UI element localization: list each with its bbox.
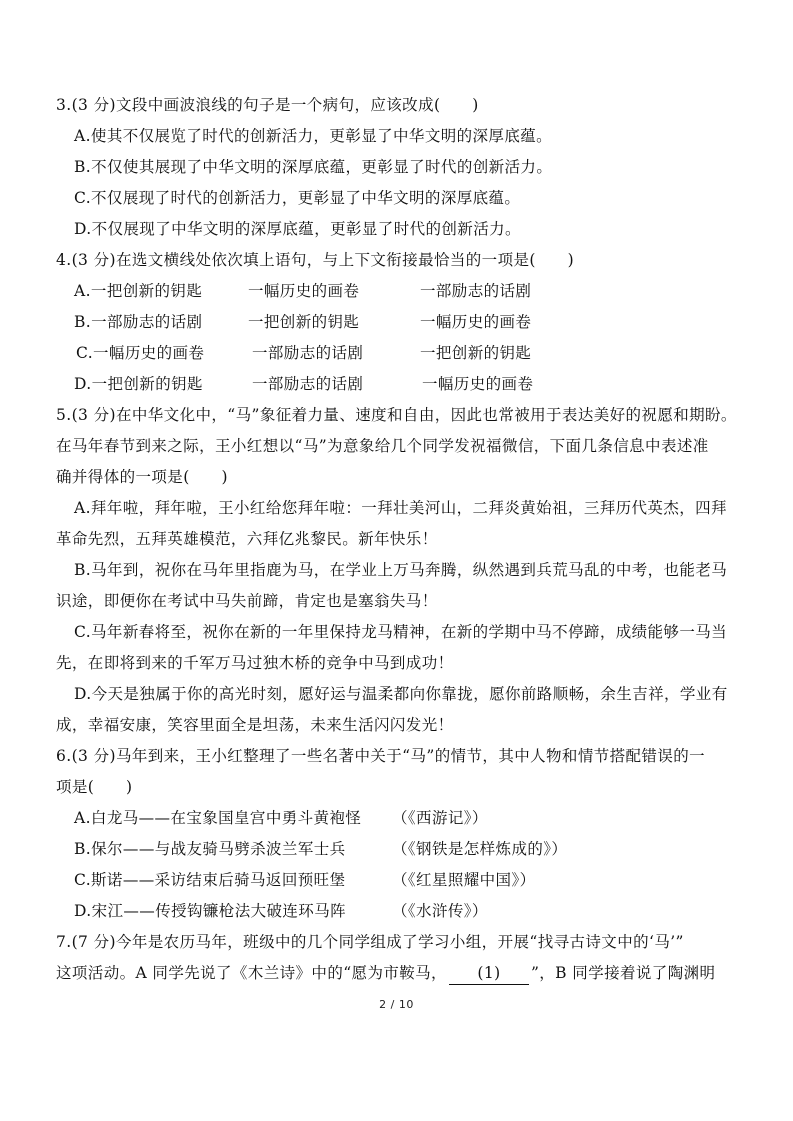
question-4-option-b [0,307,793,338]
option-a-book: （《西游记》） [392,809,488,827]
question-5-option-d-line-2: 成，幸福安康，笑容里面全是坦荡，未来生活闪闪发光！ [56,716,454,734]
question-5-option-a-line-2: 革命先烈，五拜英雄模范，六拜亿兆黎民。新年快乐！ [56,530,438,548]
question-7-line-1: 7.(7 分)今年是农历马年，班级中的几个同学组成了学习小组，开展“找寻古诗文中的‘马’” [56,933,684,951]
question-6-option-c [0,865,793,896]
option-b-part-1: B.一部励志的话剧 [74,313,203,331]
option-c-plot: C.斯诺——采访结束后骑马返回预旺堡 [74,871,346,889]
question-3-option-b: B.不仅使其展现了中华文明的深厚底蕴，更彰显了时代的创新活力。 [74,158,553,176]
option-a-plot: A.白龙马——在宝象国皇宫中勇斗黄袍怪 [74,809,362,827]
option-a-part-3: 一部励志的话剧 [420,282,532,300]
option-d-part-3: 一幅历史的画卷 [422,375,534,393]
question-6-stem-line-1: 6.(3 分)马年到来，王小红整理了一些名著中关于“马”的情节，其中人物和情节搭配错误的一 [56,747,706,765]
question-5-option-b-line-2: 识途，即便你在考试中马失前蹄，肯定也是塞翁失马！ [56,592,438,610]
question-4-stem: 4.(3 分)在选文横线处依次填上语句，与上下文衔接最恰当的一项是( ) [56,251,575,269]
question-5-option-a-line-1: A.拜年啦，拜年啦，王小红给您拜年啦：一拜壮美河山，二拜炎黄始祖，三拜历代英杰，四拜 [74,499,727,517]
option-c-book: （《红星照耀中国》） [392,871,536,889]
question-6-option-d [0,896,793,927]
question-7-line-2 [0,958,793,989]
option-b-part-3: 一幅历史的画卷 [420,313,532,331]
question-6-option-a [0,803,793,834]
page-number: 2 / 10 [379,998,414,1011]
option-d-plot: D.宋江——传授钩镰枪法大破连环马阵 [74,902,347,920]
option-b-book: （《钢铁是怎样炼成的》） [392,840,568,858]
question-5-option-c-line-1: C.马年新春将至，祝你在新的一年里保持龙马精神，在新的学期中马不停蹄，成绩能够一马当 [74,623,728,641]
question-5-stem-line-2: 在马年春节到来之际，王小红想以“马”为意象给几个同学发祝福微信，下面几条信息中表述准 [56,437,709,455]
question-3-option-a: A.使其不仅展览了时代的创新活力，更彰显了中华文明的深厚底蕴。 [74,127,553,145]
question-3-stem: 3.(3 分)文段中画波浪线的句子是一个病句，应该改成( ) [56,96,479,114]
question-5-stem-line-1: 5.(3 分)在中华文化中，“马”象征着力量、速度和自由，因此也常被用于表达美好的祝愿和期盼。 [56,406,737,424]
option-d-book: （《水浒传》） [392,902,488,920]
option-d-part-1: D.一把创新的钥匙 [74,375,203,393]
option-c-part-2: 一部励志的话剧 [252,344,364,362]
question-7-blank-1[interactable]: (1) [449,962,529,985]
question-7-text-after-blank: ”，B 同学接着说了陶渊明 [530,964,716,982]
option-c-part-3: 一把创新的钥匙 [420,344,532,362]
question-4-option-d [0,369,793,400]
option-d-part-2: 一部励志的话剧 [252,375,364,393]
question-4-option-a [0,276,793,307]
question-7-text-before-blank: 这项活动。A 同学先说了《木兰诗》中的“愿为市鞍马， [56,964,447,982]
question-4-option-c [0,338,793,369]
question-6-stem-line-2: 项是( ) [56,778,133,796]
question-5-option-b-line-1: B.马年到，祝你在马年里指鹿为马，在学业上万马奔腾，纵然遇到兵荒马乱的中考，也能老马 [74,561,728,579]
option-c-part-1: C.一幅历史的画卷 [76,344,205,362]
question-5-stem-line-3: 确并得体的一项是( ) [56,468,228,486]
question-5-option-c-line-2: 先，在即将到来的千军万马过独木桥的竞争中马到成功！ [56,654,454,672]
option-a-part-2: 一幅历史的画卷 [248,282,360,300]
option-b-plot: B.保尔——与战友骑马劈杀波兰军士兵 [74,840,346,858]
question-6-option-b [0,834,793,865]
question-5-option-d-line-1: D.今天是独属于你的高光时刻，愿好运与温柔都向你靠拢，愿你前路顺畅，余生吉祥，学业有 [74,685,728,703]
option-b-part-2: 一把创新的钥匙 [248,313,360,331]
question-3-option-d: D.不仅展现了中华文明的深厚底蕴，更彰显了时代的创新活力。 [74,220,521,238]
option-a-part-1: A.一把创新的钥匙 [74,282,203,300]
question-3-option-c: C.不仅展现了时代的创新活力，更彰显了中华文明的深厚底蕴。 [74,189,521,207]
